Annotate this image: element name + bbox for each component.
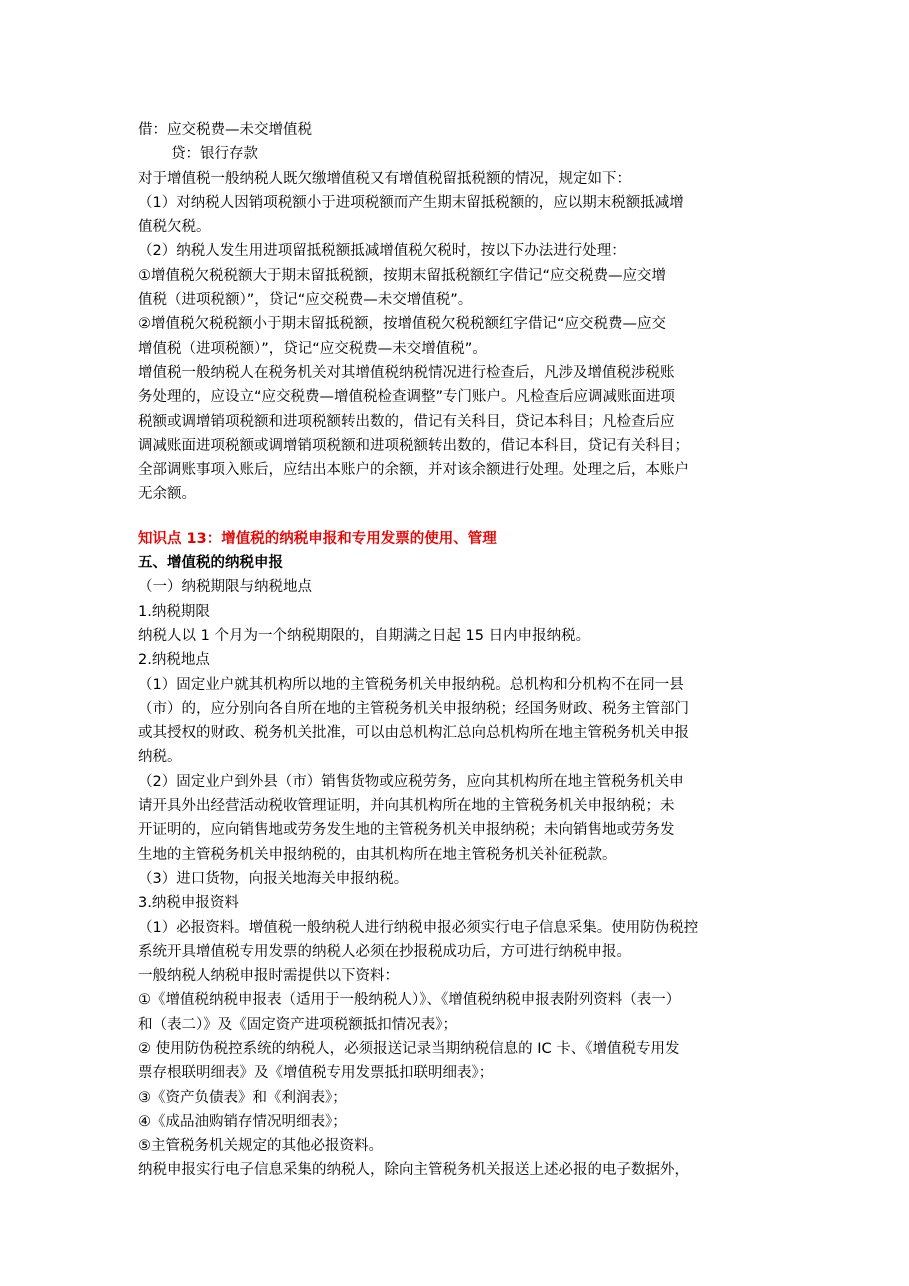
item-heading: 1.纳税期限 [138,603,210,620]
text-line: （市）的，应分别向各自所在地的主管税务机关申报纳税；经国务财政、税务主管部门 [138,700,689,717]
item-heading: 3.纳税申报资料 [138,895,239,912]
text-line: 全部调账事项入账后，应结出本账户的余额，并对该余额进行处理。处理之后，本账户 [138,462,689,479]
knowledge-point-title: 知识点 13：增值税的纳税申报和专用发票的使用、管理 [138,530,497,547]
text-line: 税额或调增销项税额和进项税额转出数的，借记有关科目，贷记本科目；凡检查后应 [138,413,675,430]
text-line: （3）进口货物，向报关地海关申报纳税。 [138,870,409,887]
text-line: 请开具外出经营活动税收管理证明，并向其机构所在地的主管税务机关申报纳税；未 [138,798,675,815]
text-line: 增值税一般纳税人在税务机关对其增值税纳税情况进行检查后，凡涉及增值税涉税账 [138,364,675,381]
text-line: 务处理的，应设立“应交税费—增值税检查调整”专门账户。凡检查后应调减账面进项 [138,389,676,406]
journal-credit-line: 贷：银行存款 [171,146,258,163]
text-line: 增值税（进项税额）”，贷记“应交税费—未交增值税”。 [138,340,487,357]
item-heading: 2.纳税地点 [138,652,210,669]
text-line: 纳税申报实行电子信息采集的纳税人，除向主管税务机关报送上述必报的电子数据外， [138,1162,689,1179]
section-title: 五、增值税的纳税申报 [138,555,283,572]
subsection-title: （一）纳税期限与纳税地点 [138,579,312,596]
text-line: （1）对纳税人因销项税额小于进项税额而产生期末留抵税额的，应以期末税额抵减增 [138,194,684,211]
text-line: ④《成品油购销存情况明细表》； [138,1113,347,1130]
text-line: 纳税。 [138,749,182,766]
text-line: ②增值税欠税税额小于期末留抵税额，按增值税欠税税额红字借记“应交税费—应交 [138,316,667,333]
text-line: ①《增值税纳税申报表（适用于一般纳税人）》、《增值税纳税申报表附列资料（表一） [138,992,681,1009]
text-line: （1）必报资料。增值税一般纳税人进行纳税申报必须实行电子信息采集。使用防伪税控 [138,919,699,936]
text-line: 值税（进项税额）”，贷记“应交税费—未交增值税”。 [138,292,473,309]
text-line: ③《资产负债表》和《利润表》； [138,1089,347,1106]
text-line: 开证明的，应向销售地或劳务发生地的主管税务机关申报纳税；未向销售地或劳务发 [138,822,675,839]
text-line: 值税欠税。 [138,219,211,236]
text-line: 或其授权的财政、税务机关批准，可以由总机构汇总向总机构所在地主管税务机关申报 [138,725,689,742]
text-line: （2）纳税人发生用进项留抵税额抵减增值税欠税时，按以下办法进行处理： [138,243,626,260]
text-line: ①增值税欠税税额大于期末留抵税额，按期末留抵税额红字借记“应交税费—应交增 [138,267,667,284]
text-line: 和（表二）》及《固定资产进项税额抵扣情况表》； [138,1016,457,1033]
text-line: （1）固定业户就其机构所以地的主管税务机关申报纳税。总机构和分机构不在同一县 [138,676,684,693]
journal-debit-line: 借：应交税费—未交增值税 [138,122,312,138]
text-line: 票存根联明细表》及《增值税专用发票抵扣联明细表》； [138,1065,494,1082]
text-line: 无余额。 [138,486,196,503]
text-line: 调减账面进项税额或调增销项税额和进项税额转出数的，借记本科目，贷记有关科目； [138,437,689,454]
text-line: 系统开具增值税专用发票的纳税人必须在抄报税成功后，方可进行纳税申报。 [138,943,631,960]
paragraph-gap [138,507,778,527]
text-line: ② 使用防伪税控系统的纳税人，必须报送记录当期纳税信息的 IC 卡、《增值税专用发 [138,1040,680,1057]
text-line: 一般纳税人纳税申报时需提供以下资料： [138,968,399,985]
text-line: （2）固定业户到外县（市）销售货物或应税劳务，应向其机构所在地主管税务机关申 [138,773,684,790]
text-line: 纳税人以 1 个月为一个纳税期限的，自期满之日起 15 日内申报纳税。 [138,627,591,644]
document-page [138,118,778,1183]
text-line: ⑤主管税务机关规定的其他必报资料。 [138,1138,383,1155]
text-line: 生地的主管税务机关申报纳税的，由其机构所在地主管税务机关补征税款。 [138,846,617,863]
text-line: 对于增值税一般纳税人既欠缴增值税又有增值税留抵税额的情况，规定如下： [138,170,631,187]
